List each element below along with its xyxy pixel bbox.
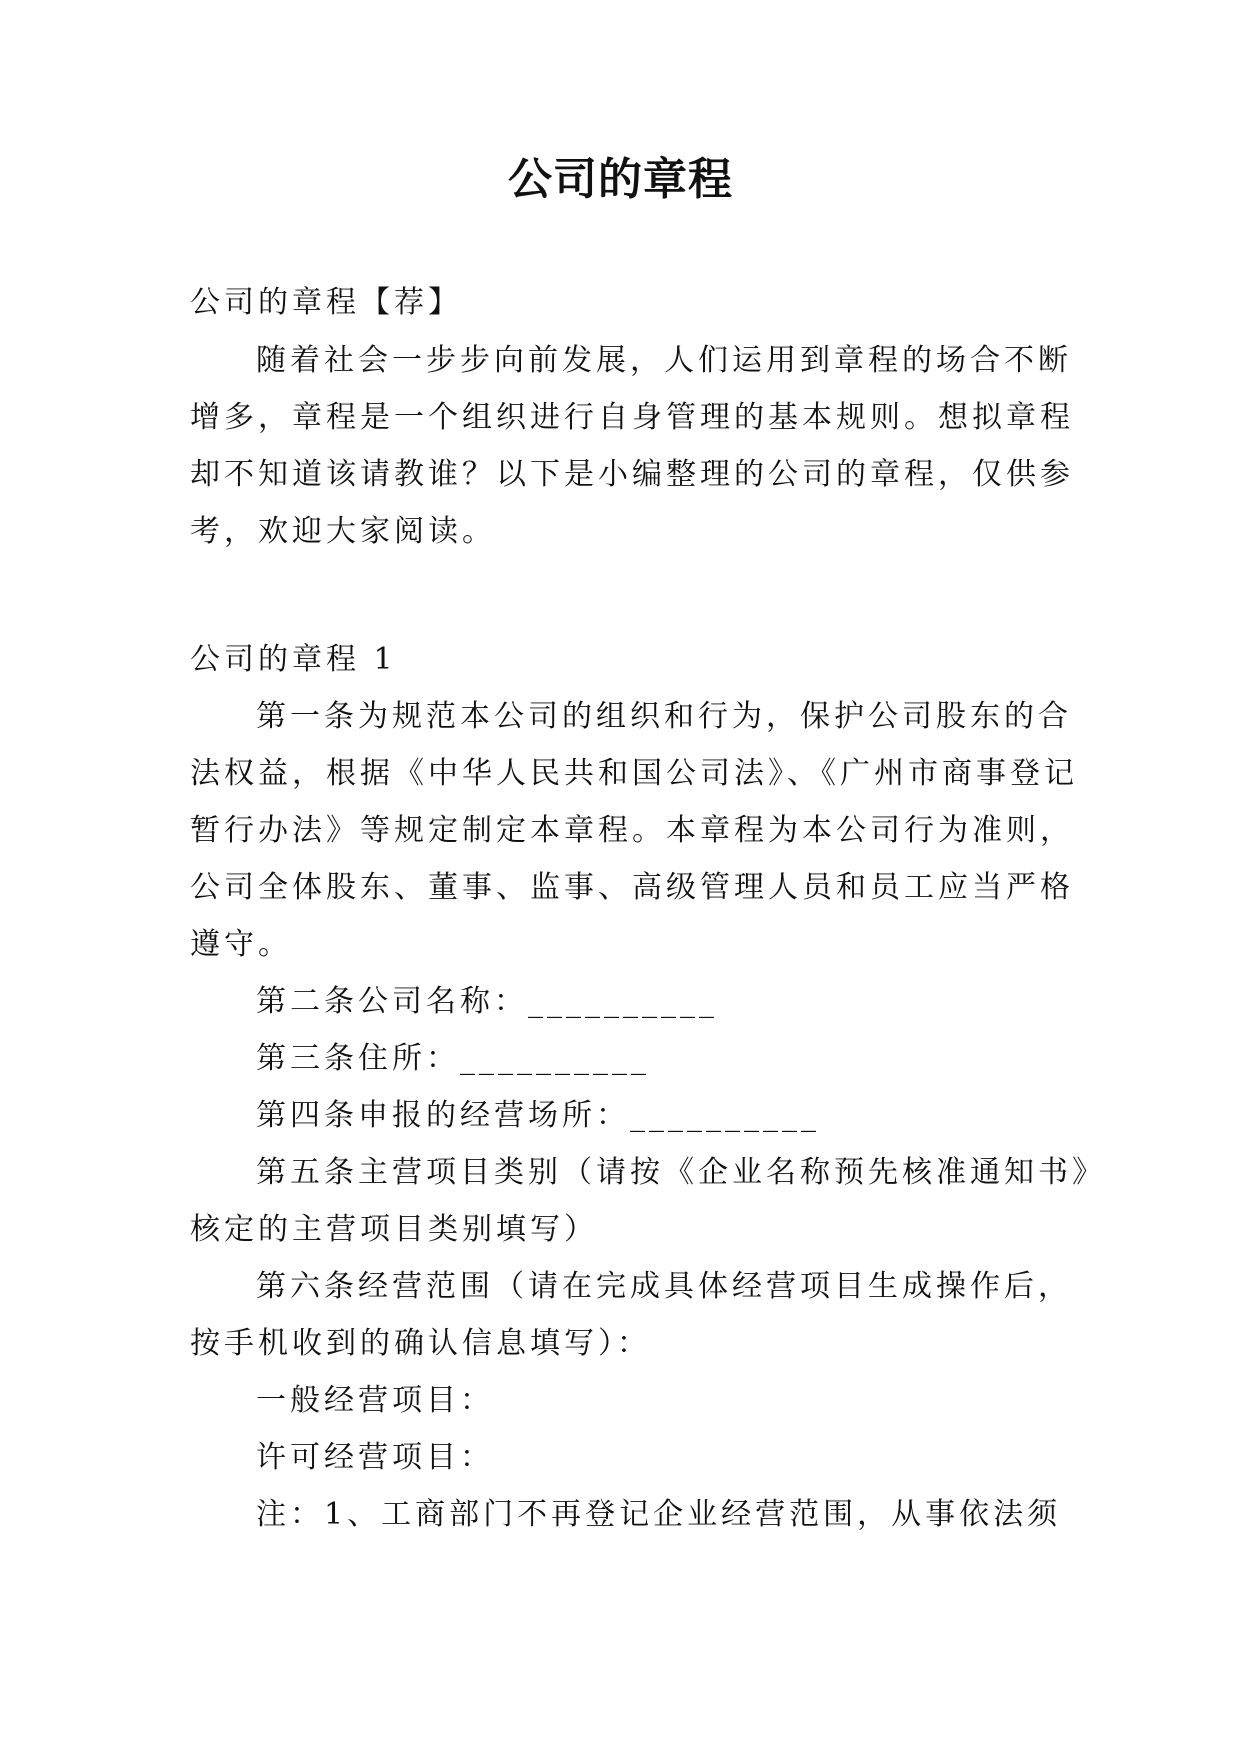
paragraph-line: 随着社会一步步向前发展，人们运用到章程的场合不断	[256, 343, 1072, 378]
article-line: 核定的主营项目类别填写）	[190, 1212, 598, 1247]
note-line: 注：1、工商部门不再登记企业经营范围，从事依法须	[256, 1497, 1062, 1532]
licensed-business-items: 许可经营项目：	[256, 1440, 494, 1475]
general-business-items: 一般经营项目：	[256, 1383, 494, 1418]
section-heading-intro: 公司的章程【荐】	[190, 285, 462, 320]
article-address: 第三条住所：__________	[256, 1041, 650, 1076]
paragraph-line: 却不知道该请教谁？以下是小编整理的公司的章程，仅供参	[190, 457, 1074, 492]
article-line: 第一条为规范本公司的组织和行为，保护公司股东的合	[256, 699, 1072, 734]
article-company-name: 第二条公司名称：__________	[256, 984, 718, 1019]
article-line: 遵守。	[190, 927, 292, 962]
article-line: 第六条经营范围（请在完成具体经营项目生成操作后，	[256, 1269, 1072, 1304]
article-line: 公司全体股东、董事、监事、高级管理人员和员工应当严格	[190, 870, 1074, 905]
paragraph-line: 考，欢迎大家阅读。	[190, 514, 496, 549]
article-business-premises: 第四条申报的经营场所：__________	[256, 1098, 820, 1133]
article-line: 法权益，根据《中华人民共和国公司法》、《广州市商事登记	[190, 756, 1078, 791]
article-line: 按手机收到的确认信息填写）：	[190, 1326, 651, 1361]
paragraph-line: 增多，章程是一个组织进行自身管理的基本规则。想拟章程	[190, 400, 1074, 435]
article-line: 第五条主营项目类别（请按《企业名称预先核准通知书》	[256, 1155, 1106, 1190]
document-title: 公司的章程	[508, 154, 733, 205]
article-line: 暂行办法》等规定制定本章程。本章程为本公司行为准则，	[190, 813, 1074, 848]
section-heading-1: 公司的章程 1	[190, 642, 397, 677]
